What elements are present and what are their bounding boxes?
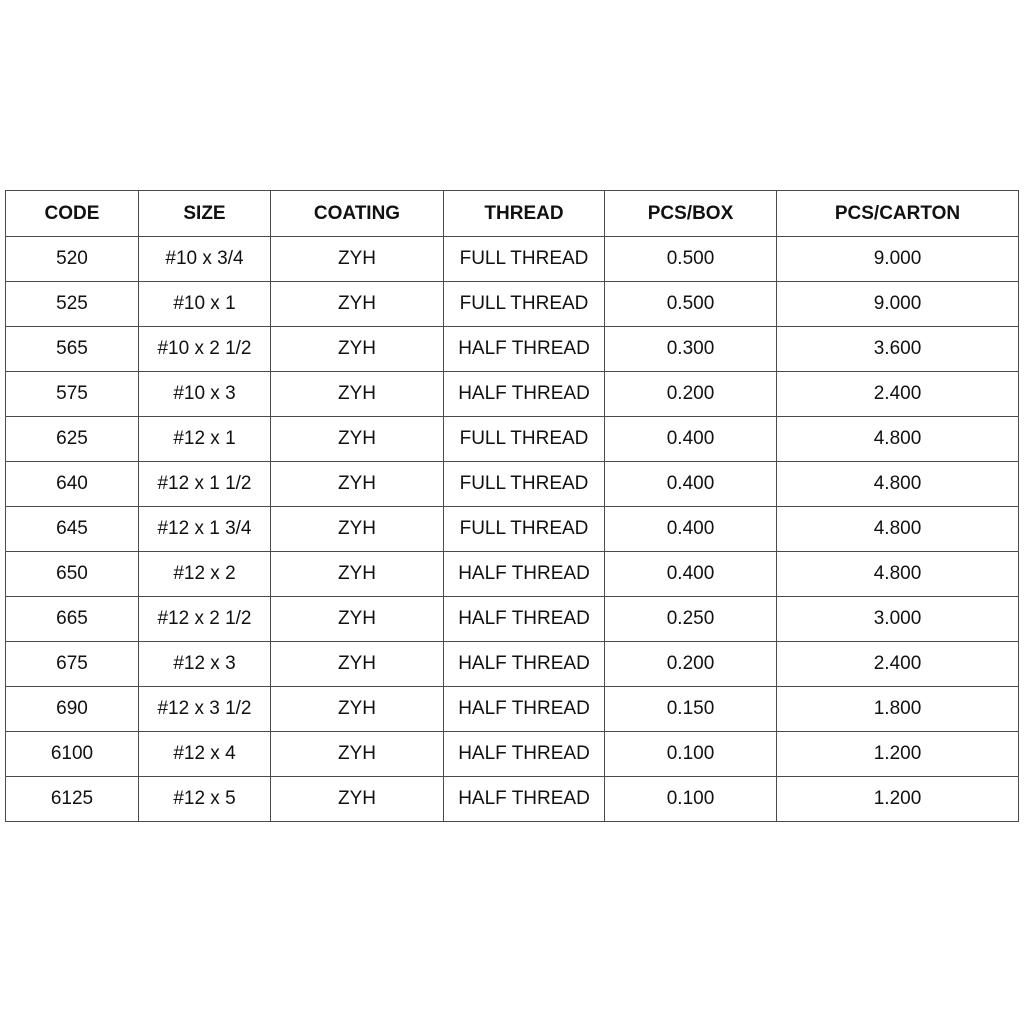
cell-code: 565 [6, 327, 139, 372]
table-row [6, 462, 1019, 507]
cell-code: 645 [6, 507, 139, 552]
cell-pcs-carton: 3.000 [777, 597, 1019, 642]
cell-pcs-carton: 1.200 [777, 732, 1019, 777]
cell-pcs-carton: 2.400 [777, 372, 1019, 417]
cell-size: #10 x 1 [139, 282, 271, 327]
cell-pcs-box: 0.400 [605, 417, 777, 462]
cell-size: #12 x 3 [139, 642, 271, 687]
cell-thread: HALF THREAD [444, 642, 605, 687]
cell-thread: HALF THREAD [444, 552, 605, 597]
cell-thread: HALF THREAD [444, 597, 605, 642]
cell-size: #12 x 1 3/4 [139, 507, 271, 552]
cell-pcs-carton: 1.800 [777, 687, 1019, 732]
product-spec-table [5, 190, 1019, 822]
cell-size: #10 x 2 1/2 [139, 327, 271, 372]
cell-coating: ZYH [271, 777, 444, 822]
cell-pcs-carton: 3.600 [777, 327, 1019, 372]
cell-pcs-carton: 1.200 [777, 777, 1019, 822]
cell-size: #10 x 3 [139, 372, 271, 417]
cell-pcs-box: 0.500 [605, 237, 777, 282]
cell-code: 690 [6, 687, 139, 732]
header-code: CODE [6, 191, 139, 237]
cell-pcs-box: 0.100 [605, 777, 777, 822]
cell-thread: HALF THREAD [444, 327, 605, 372]
cell-code: 665 [6, 597, 139, 642]
cell-pcs-carton: 9.000 [777, 282, 1019, 327]
cell-pcs-box: 0.200 [605, 642, 777, 687]
header-pcs-box: PCS/BOX [605, 191, 777, 237]
cell-size: #12 x 2 [139, 552, 271, 597]
cell-coating: ZYH [271, 462, 444, 507]
cell-size: #12 x 1 1/2 [139, 462, 271, 507]
cell-code: 525 [6, 282, 139, 327]
cell-coating: ZYH [271, 687, 444, 732]
table-row [6, 372, 1019, 417]
table-row [6, 732, 1019, 777]
cell-pcs-box: 0.400 [605, 462, 777, 507]
table-header [6, 191, 1019, 237]
table-row [6, 237, 1019, 282]
header-pcs-carton: PCS/CARTON [777, 191, 1019, 237]
cell-code: 650 [6, 552, 139, 597]
cell-coating: ZYH [271, 327, 444, 372]
header-thread: THREAD [444, 191, 605, 237]
cell-code: 6125 [6, 777, 139, 822]
table-row [6, 687, 1019, 732]
header-size: SIZE [139, 191, 271, 237]
cell-thread: FULL THREAD [444, 507, 605, 552]
cell-size: #12 x 5 [139, 777, 271, 822]
table-row [6, 327, 1019, 372]
cell-code: 575 [6, 372, 139, 417]
cell-pcs-box: 0.400 [605, 552, 777, 597]
cell-size: #12 x 2 1/2 [139, 597, 271, 642]
cell-pcs-box: 0.200 [605, 372, 777, 417]
cell-code: 675 [6, 642, 139, 687]
cell-code: 640 [6, 462, 139, 507]
cell-coating: ZYH [271, 732, 444, 777]
cell-coating: ZYH [271, 642, 444, 687]
table-row [6, 417, 1019, 462]
table-row [6, 507, 1019, 552]
cell-thread: HALF THREAD [444, 687, 605, 732]
table-row [6, 642, 1019, 687]
cell-coating: ZYH [271, 417, 444, 462]
cell-size: #12 x 4 [139, 732, 271, 777]
cell-coating: ZYH [271, 282, 444, 327]
cell-pcs-carton: 4.800 [777, 462, 1019, 507]
table-row [6, 777, 1019, 822]
cell-thread: FULL THREAD [444, 462, 605, 507]
table-row [6, 282, 1019, 327]
cell-size: #12 x 1 [139, 417, 271, 462]
cell-pcs-box: 0.300 [605, 327, 777, 372]
cell-size: #10 x 3/4 [139, 237, 271, 282]
table-row [6, 552, 1019, 597]
header-coating: COATING [271, 191, 444, 237]
cell-pcs-carton: 4.800 [777, 552, 1019, 597]
cell-thread: FULL THREAD [444, 237, 605, 282]
cell-thread: HALF THREAD [444, 732, 605, 777]
cell-pcs-box: 0.400 [605, 507, 777, 552]
cell-pcs-carton: 4.800 [777, 417, 1019, 462]
cell-coating: ZYH [271, 507, 444, 552]
cell-thread: FULL THREAD [444, 417, 605, 462]
cell-pcs-box: 0.250 [605, 597, 777, 642]
cell-pcs-carton: 2.400 [777, 642, 1019, 687]
cell-coating: ZYH [271, 597, 444, 642]
cell-pcs-box: 0.150 [605, 687, 777, 732]
cell-coating: ZYH [271, 237, 444, 282]
cell-thread: HALF THREAD [444, 777, 605, 822]
table-body [6, 237, 1019, 822]
cell-pcs-box: 0.500 [605, 282, 777, 327]
cell-coating: ZYH [271, 552, 444, 597]
cell-pcs-carton: 9.000 [777, 237, 1019, 282]
cell-thread: FULL THREAD [444, 282, 605, 327]
cell-thread: HALF THREAD [444, 372, 605, 417]
cell-code: 625 [6, 417, 139, 462]
cell-size: #12 x 3 1/2 [139, 687, 271, 732]
cell-coating: ZYH [271, 372, 444, 417]
cell-pcs-carton: 4.800 [777, 507, 1019, 552]
cell-code: 520 [6, 237, 139, 282]
cell-pcs-box: 0.100 [605, 732, 777, 777]
cell-code: 6100 [6, 732, 139, 777]
header-row [6, 191, 1019, 237]
table-row [6, 597, 1019, 642]
